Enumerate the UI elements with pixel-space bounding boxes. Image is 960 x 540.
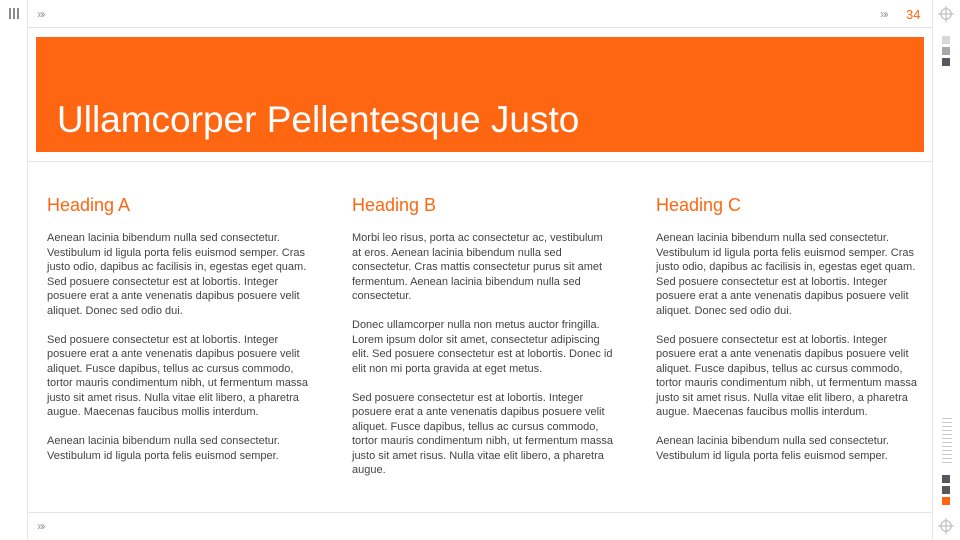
column-paragraph: Aenean lacinia bibendum nulla sed consectetur. Vestibulum id ligula porta felis euismod semper. Cras justo odio, dapibus ac facilisis in, egestas eget quam. Sed posuere consectetur est at lobortis. Integer posuere erat a ante venenatis dapibus posuere velit aliquet. Donec sed odio dui.: [47, 232, 307, 317]
column-c: [656, 193, 918, 478]
column-a: [47, 193, 309, 478]
next-slide-icon[interactable]: »›: [880, 7, 887, 21]
column-heading: Heading A: [47, 195, 131, 215]
crosshair-icon[interactable]: [938, 6, 954, 22]
column-b: [352, 193, 614, 492]
column-paragraph: Aenean lacinia bibendum nulla sed consectetur. Vestibulum id ligula porta felis euismod semper.: [47, 435, 280, 462]
vertical-bars-icon[interactable]: [9, 8, 19, 20]
title-banner: [36, 37, 924, 152]
swatch-dark-bottom-2[interactable]: [942, 486, 950, 494]
column-heading: Heading B: [352, 195, 437, 215]
top-divider: [28, 27, 932, 28]
bottom-divider: [28, 512, 932, 513]
thumbnail-ticks[interactable]: [942, 418, 952, 466]
bottom-chevron-icon[interactable]: »›: [37, 519, 44, 533]
swatch-light[interactable]: [942, 36, 950, 44]
column-paragraph: Sed posuere consectetur est at lobortis. Integer posuere erat a ante venenatis dapibus posuere velit aliquet. Fusce dapibus, tellus ac cursus commodo, tortor mauris condimentum nibh, ut fermentum massa justo sit amet risus. Nulla vitae elit libero, a pharetra augue. Maecenas faucibus mollis interdum.: [47, 333, 309, 418]
page-number: 34: [906, 7, 921, 22]
double-chevron-right-icon[interactable]: »›: [37, 7, 44, 21]
column-paragraph: Aenean lacinia bibendum nulla sed consectetur. Vestibulum id ligula porta felis euismod semper.: [656, 435, 889, 462]
column-paragraph: Donec ullamcorper nulla non metus auctor fringilla. Lorem ipsum dolor sit amet, consectetur adipiscing elit. Sed posuere consectetur est at lobortis. Donec id elit non mi porta gravida at eget metus.: [352, 319, 613, 375]
column-heading: Heading C: [656, 195, 742, 215]
column-paragraph: Sed posuere consectetur est at lobortis. Integer posuere erat a ante venenatis dapibus posuere velit aliquet. Fusce dapibus, tellus ac cursus commodo, tortor mauris condimentum nibh, ut fermentum massa justo sit amet risus. Nulla vitae elit libero, a pharetra augue. Maecenas faucibus mollis interdum.: [656, 333, 918, 418]
left-border: [27, 0, 28, 540]
column-paragraph: Sed posuere consectetur est at lobortis. Integer posuere erat a ante venenatis dapibus posuere velit aliquet. Fusce dapibus, tellus ac cursus commodo, tortor mauris condimentum nibh, ut fermentum massa justo sit amet risus. Nulla vitae elit libero, a pharetra augue.: [352, 391, 614, 476]
title-divider: [28, 161, 932, 162]
slide-title: Ullamcorper Pellentesque Justo: [57, 99, 580, 140]
column-paragraph: Morbi leo risus, porta ac consectetur ac, vestibulum at eros. Aenean lacinia bibendum nulla sed consectetur. Cras mattis consectetur purus sit amet fermentum. Aenean lacinia bibendum nulla sed consectetur.: [352, 232, 603, 302]
swatch-dark[interactable]: [942, 58, 950, 66]
swatch-mid[interactable]: [942, 47, 950, 55]
right-border: [932, 0, 933, 540]
swatch-accent[interactable]: [942, 497, 950, 505]
column-paragraph: Aenean lacinia bibendum nulla sed consectetur. Vestibulum id ligula porta felis euismod semper. Cras justo odio, dapibus ac facilisis in, egestas eget quam. Sed posuere consectetur est at lobortis. Integer posuere erat a ante venenatis dapibus posuere velit aliquet. Donec sed odio dui.: [656, 232, 916, 317]
swatch-dark-bottom-1[interactable]: [942, 475, 950, 483]
crosshair-icon-bottom[interactable]: [938, 518, 954, 534]
